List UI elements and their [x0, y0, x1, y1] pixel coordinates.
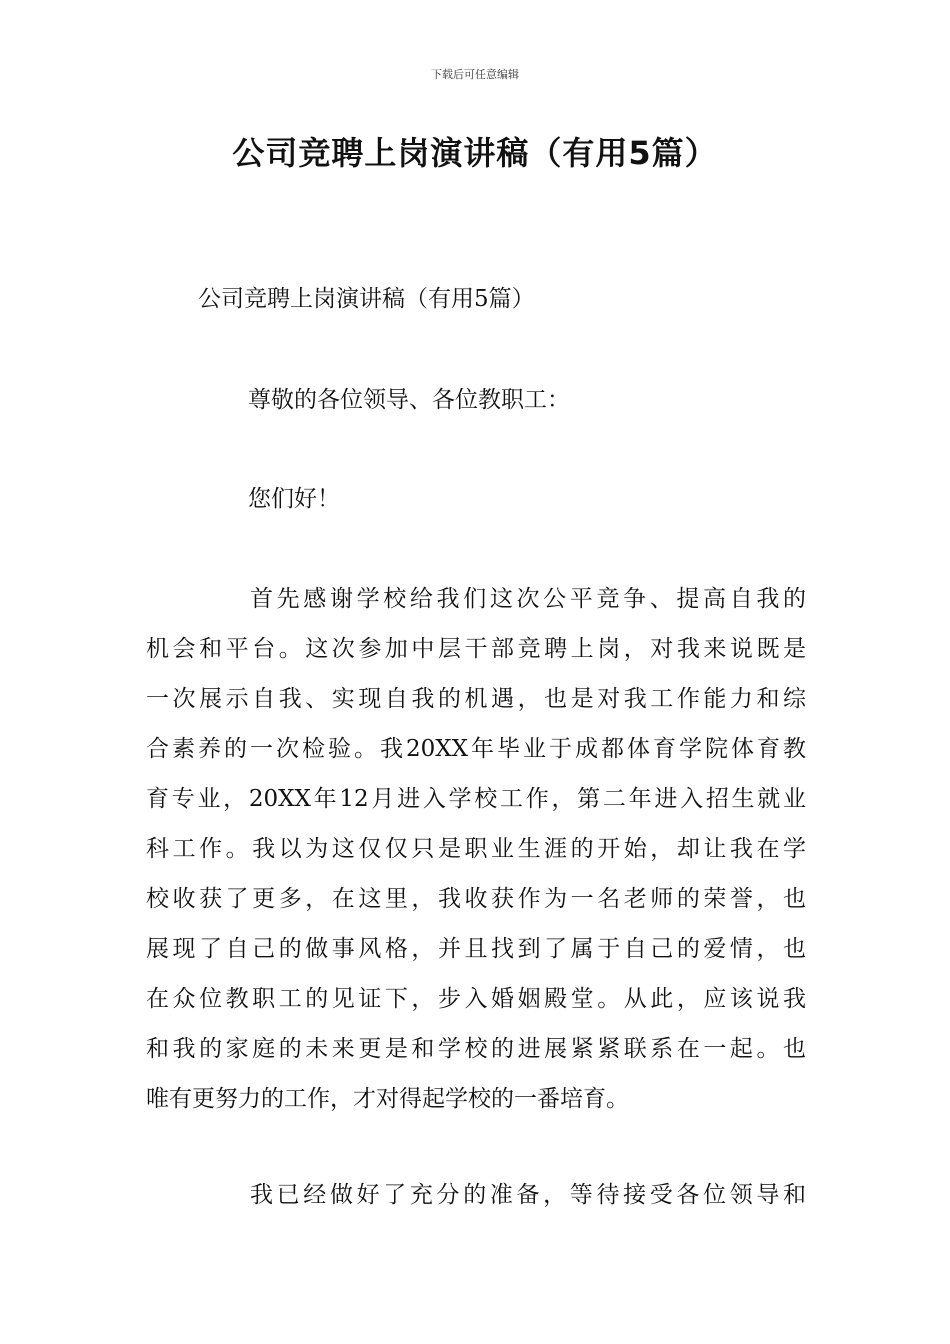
paragraph-line: 机会和平台。这次参加中层干部竞聘上岗，对我来说既是 [146, 636, 806, 662]
paragraph-line: 和我的家庭的未来更是和学校的进展紧紧联系在一起。也 [146, 1036, 806, 1062]
paragraph-line: 唯有更努力的工作，才对得起学校的一番培育。 [146, 1086, 629, 1112]
paragraph-1 [146, 574, 806, 1124]
paragraph-line: 一次展示自我、实现自我的机遇，也是对我工作能力和综 [146, 686, 806, 712]
paragraph-line: 育专业，20XX年12月进入学校工作，第二年进入招生就业 [146, 786, 806, 812]
paragraph-line: 展现了自己的做事风格，并且找到了属于自己的爱情，也 [146, 936, 806, 962]
paragraph-line: 合素养的一次检验。我20XX年毕业于成都体育学院体育教 [146, 736, 806, 762]
salutation: 尊敬的各位领导、各位教职工： [248, 387, 570, 413]
paragraph-2 [146, 1170, 806, 1220]
paragraph-line: 在众位教职工的见证下，步入婚姻殿堂。从此，应该说我 [146, 986, 806, 1012]
document-title: 公司竞聘上岗演讲稿（有用5篇） [232, 134, 718, 172]
greeting: 您们好！ [248, 486, 340, 512]
download-note: 下载后可任意编辑 [431, 68, 519, 81]
paragraph-line: 科工作。我以为这仅仅只是职业生涯的开始，却让我在学 [146, 836, 806, 862]
document-subtitle: 公司竞聘上岗演讲稿（有用5篇） [198, 286, 535, 312]
paragraph-line: 校收获了更多，在这里，我收获作为一名老师的荣誉，也 [146, 886, 806, 912]
paragraph-line: 我已经做好了充分的准备，等待接受各位领导和 [250, 1182, 806, 1208]
paragraph-line: 首先感谢学校给我们这次公平竞争、提高自我的 [250, 586, 806, 612]
